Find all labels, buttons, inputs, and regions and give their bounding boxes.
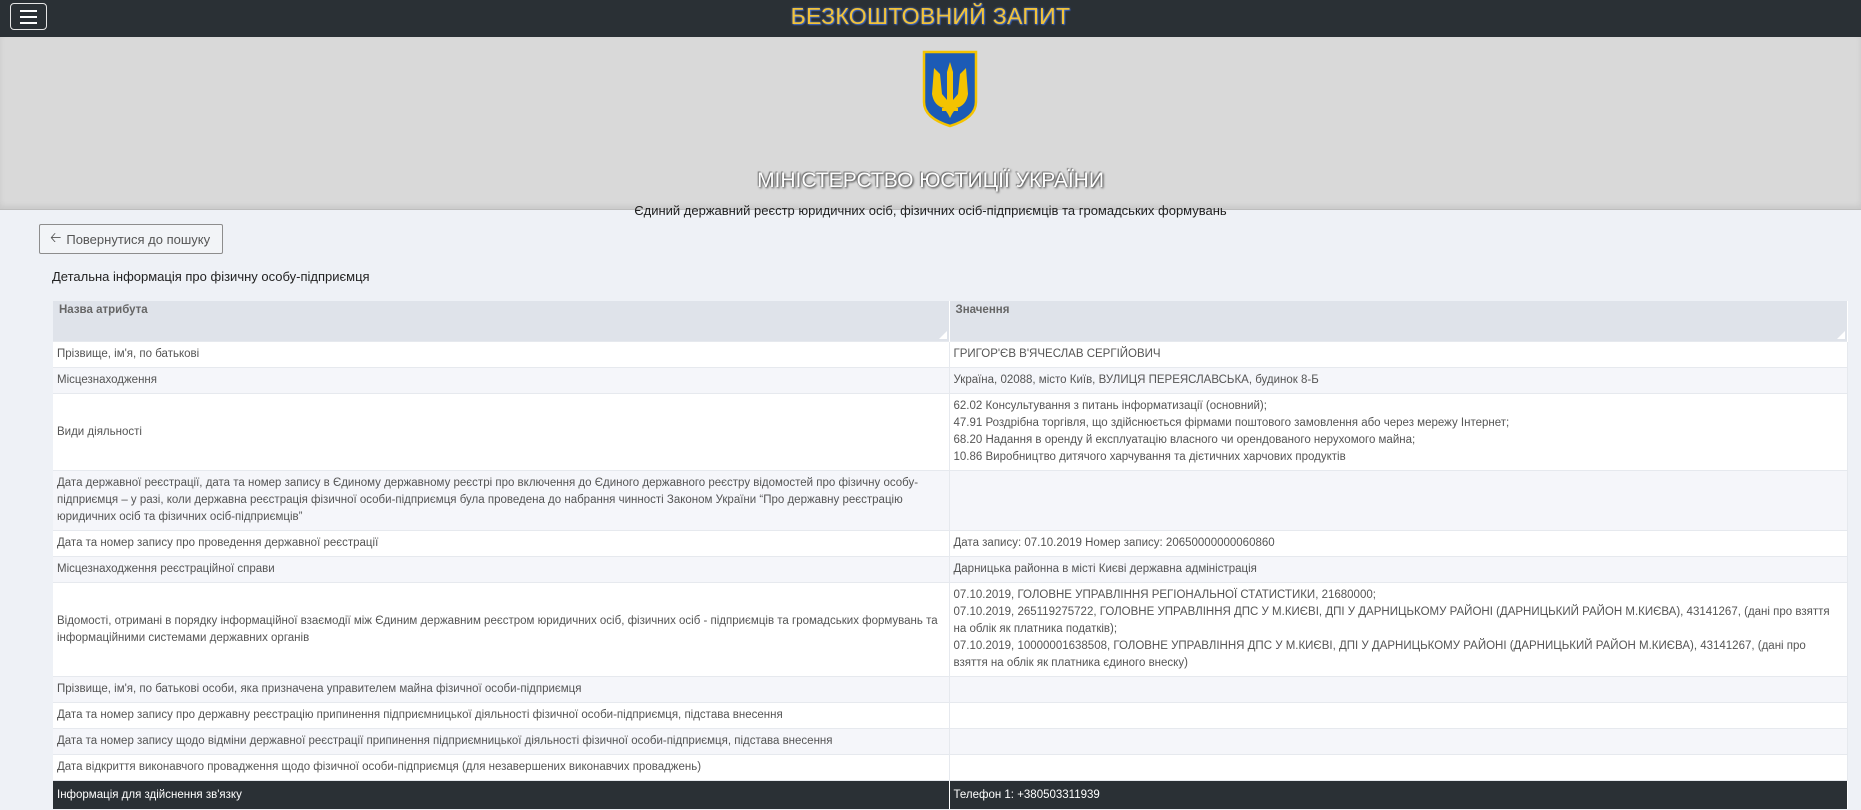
table-row [53,342,1847,368]
value-line: 07.10.2019, 10000001638508, ГОЛОВНЕ УПРАВЛІННЯ ДПС У М.КИЄВІ, ДПІ У ДАРНИЦЬКОМУ РАЙОНІ (ДАРНИЦЬКИЙ РАЙОН М.КИЄВА), 43141267, (дані про взяття на облік як платника єдиного внеску) [953,640,1806,669]
attribute-cell: Відомості, отримані в порядку інформаційної взаємодії між Єдиним державним реєстром юридичних осіб, фізичних осіб - підприємців та громадських формувань та інформаційними системами державних органів [53,583,949,677]
value-line: 07.10.2019, 265119275722, ГОЛОВНЕ УПРАВЛІННЯ ДПС У М.КИЄВІ, ДПІ У ДАРНИЦЬКОМУ РАЙОНІ (ДАРНИЦЬКИЙ РАЙОН М.КИЄВА), 43141267, (дані про взяття на облік як платника податків); [953,606,1830,635]
resize-handle-icon[interactable] [1837,331,1845,339]
table-row [53,368,1847,394]
table-row [53,729,1847,755]
attribute-cell: Прізвище, ім'я, по батькові [53,342,949,368]
value-cell [949,531,1847,557]
resize-handle-icon[interactable] [939,331,947,339]
value-cell [949,729,1847,755]
value-line: ГРИГОР'ЄВ В'ЯЧЕСЛАВ СЕРГІЙОВИЧ [953,348,1161,360]
page-top-title: БЕЗКОШТОВНИЙ ЗАПИТ [790,3,1071,29]
coat-of-arms-icon [922,50,978,128]
attribute-cell: Дата державної реєстрації, дата та номер запису в Єдиному державному реєстрі про включення до Єдиного державного реєстру відомостей про фізичну особу-підприємця – у разі, коли державна реєстрація фізичної особи-підприємця була проведена до набрання чинності Законом України “Про державну реєстрацію юридичних осіб та фізичних осіб-підприємців” [53,471,949,531]
value-line: 10.86 Виробництво дитячого харчування та дієтичних харчових продуктів [953,451,1346,463]
value-line: 47.91 Роздрібна торгівля, що здійснюється фірмами поштового замовлення або через мережу Інтернет; [953,417,1510,429]
ministry-title: МІНІСТЕРСТВО ЮСТИЦІЇ УКРАЇНИ [757,169,1104,192]
attribute-cell: Місцезнаходження [53,368,949,394]
contact-attribute-cell: Інформація для здійснення зв'язку [53,781,949,810]
column-header-label: Назва атрибута [59,304,148,316]
value-cell [949,368,1847,394]
back-to-search-button[interactable] [39,224,223,254]
table-row [53,471,1847,531]
table-row [53,394,1847,471]
table-row [53,557,1847,583]
column-header-value[interactable] [949,301,1847,342]
value-cell [949,471,1847,531]
table-row [53,583,1847,677]
attribute-cell: Прізвище, ім'я, по батькові особи, яка призначена управителем майна фізичної особи-підприємця [53,677,949,703]
value-cell [949,342,1847,368]
value-line: Україна, 02088, місто Київ, ВУЛИЦЯ ПЕРЕЯСЛАВСЬКА, будинок 8-Б [953,374,1319,386]
value-line: 62.02 Консультування з питань інформатизації (основний); [953,400,1267,412]
attribute-cell: Дата та номер запису про державну реєстрацію припинення підприємницької діяльності фізичної особи-підприємця, підстава внесення [53,703,949,729]
section-title: Детальна інформація про фізичну особу-підприємця [52,269,370,284]
value-cell [949,394,1847,471]
table-row [53,703,1847,729]
attribute-cell: Місцезнаходження реєстраційної справи [53,557,949,583]
attribute-cell: Дата та номер запису щодо відміни державної реєстрації припинення підприємницької діяльності фізичної особи-підприємця, підстава внесення [53,729,949,755]
column-header-attribute[interactable] [53,301,949,342]
value-line: Дата запису: 07.10.2019 Номер запису: 20650000000060860 [953,537,1275,549]
column-header-label: Значення [955,304,1010,316]
value-cell [949,583,1847,677]
table-row [53,677,1847,703]
table-row [53,531,1847,557]
contact-info-row [53,781,1847,810]
attribute-cell: Види діяльності [53,394,949,471]
value-cell [949,557,1847,583]
entrepreneur-details-table [53,301,1848,809]
value-cell [949,755,1847,781]
contact-phone-cell: Телефон 1: +380503311939 [949,781,1847,810]
attribute-cell: Дата та номер запису про проведення державної реєстрації [53,531,949,557]
value-cell [949,677,1847,703]
attribute-cell: Дата відкриття виконавчого провадження щодо фізичної особи-підприємця (для незавершених виконавчих проваджень) [53,755,949,781]
arrow-left-icon: 🡠 [50,229,62,245]
value-cell [949,703,1847,729]
table-row [53,755,1847,781]
value-line: Дарницька районна в місті Києві державна адміністрація [953,563,1257,575]
value-line: 68.20 Надання в оренду й експлуатацію власного чи орендованого нерухомого майна; [953,434,1416,446]
table-header-row [53,301,1847,342]
value-line: 07.10.2019, ГОЛОВНЕ УПРАВЛІННЯ РЕГІОНАЛЬНОЇ СТАТИСТИКИ, 21680000; [953,589,1376,601]
ministry-header [0,37,1861,218]
registry-subtitle: Єдиний державний реєстр юридичних осіб, фізичних осіб-підприємців та громадських формувань [634,203,1227,218]
back-to-search-label: Повернутися до пошуку [66,231,211,247]
top-navbar [0,0,1861,37]
